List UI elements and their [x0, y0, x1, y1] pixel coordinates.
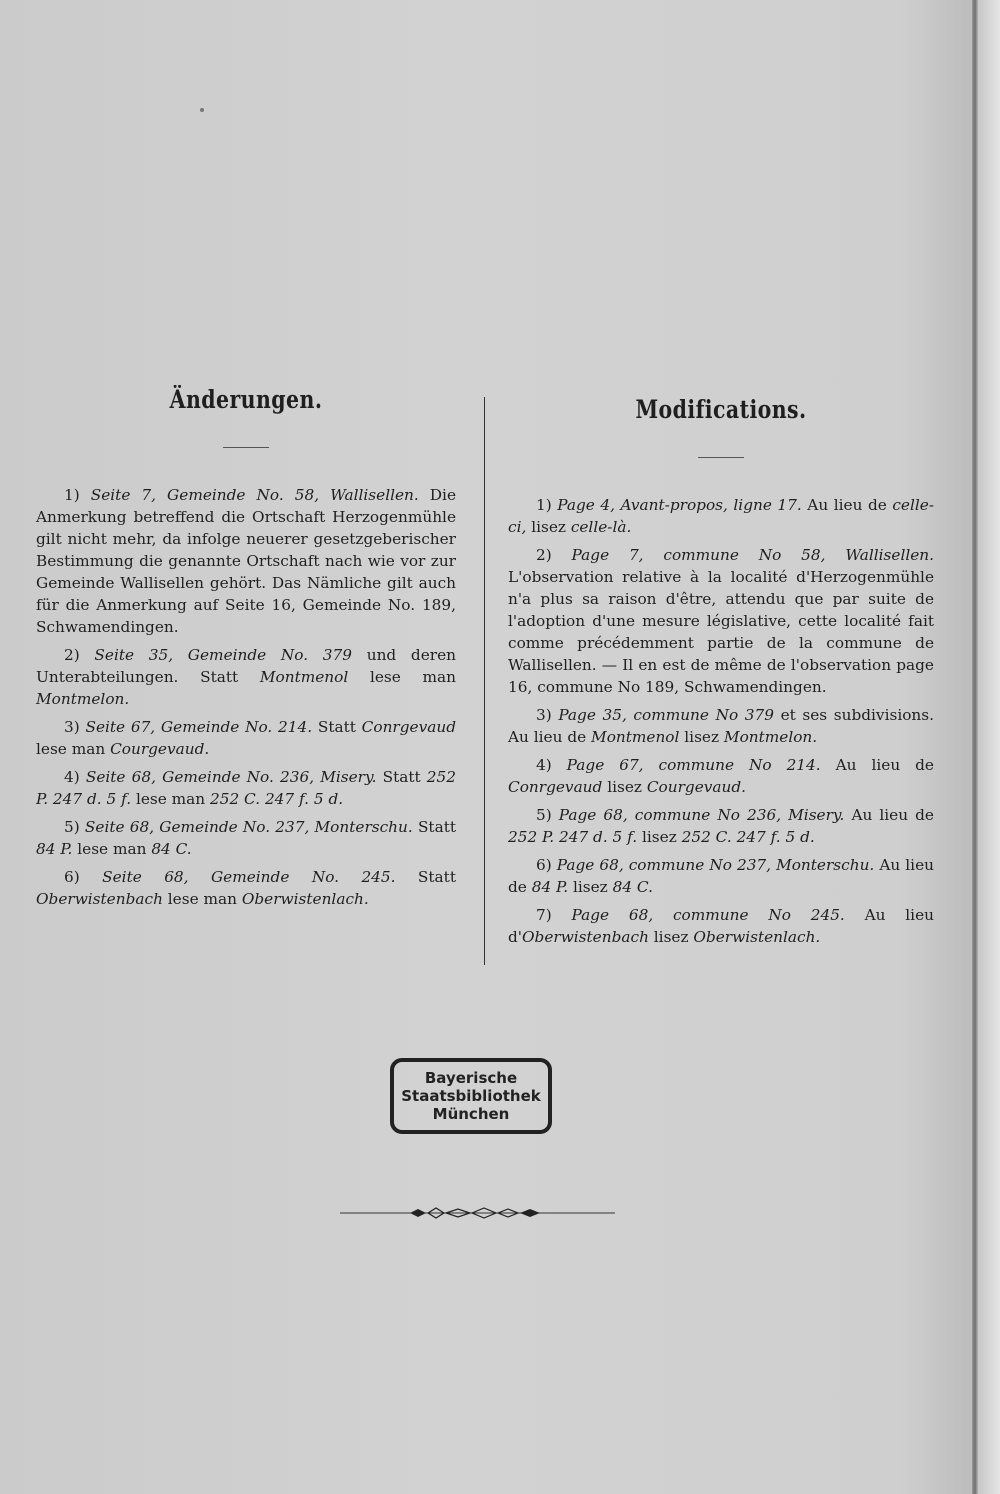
heading-aenderungen: Änderungen.	[169, 385, 323, 414]
entry-text: lese man	[72, 840, 152, 858]
erratum-entry	[508, 804, 934, 848]
italic-reference: 252 C. 247 f. 5 d.	[681, 828, 815, 846]
entry-text: lisez	[637, 828, 682, 846]
entry-text: Statt	[395, 868, 456, 886]
german-entries	[36, 484, 456, 910]
italic-reference: Seite 67, Gemeinde No. 214.	[85, 718, 313, 736]
italic-reference: Seite 35, Gemeinde No. 379	[94, 646, 353, 664]
italic-reference: Seite 68, Gemeinde No. 236, Misery.	[85, 768, 377, 786]
italic-reference: 84 C.	[151, 840, 192, 858]
page-binding-edge	[972, 0, 978, 1494]
ornament-divider	[340, 1205, 615, 1221]
german-column	[36, 385, 456, 916]
erratum-entry	[508, 494, 934, 538]
entry-text: 3)	[536, 706, 559, 724]
erratum-entry	[36, 644, 456, 710]
entry-text: 5)	[536, 806, 559, 824]
italic-reference: celle-là.	[570, 518, 632, 536]
erratum-entry	[36, 766, 456, 810]
entry-text: 6)	[536, 856, 557, 874]
stamp-line: München	[432, 1105, 510, 1123]
entry-text: lese man	[348, 668, 456, 686]
entry-text: 1)	[64, 486, 91, 504]
italic-reference: Montmenol	[259, 668, 349, 686]
library-stamp	[390, 1058, 552, 1134]
italic-reference: Seite 7, Gemeinde No. 58, Wallisellen.	[90, 486, 419, 504]
entry-text: 2)	[536, 546, 572, 564]
italic-reference: 84 P.	[36, 840, 73, 858]
heading-rule	[223, 447, 269, 448]
italic-reference: Courgevaud.	[110, 740, 210, 758]
italic-reference: Seite 68, Gemeinde No. 237, Monterschu.	[84, 818, 413, 836]
italic-reference: celle-ci,	[508, 496, 934, 536]
entry-text: lisez	[568, 878, 613, 896]
column-divider	[484, 397, 485, 965]
italic-reference: Courgevaud.	[646, 778, 747, 796]
entry-text: 1)	[536, 496, 558, 514]
stamp-line: Staatsbibliothek	[401, 1087, 541, 1105]
entry-text: lese man	[131, 790, 210, 808]
italic-reference: Montmenol	[591, 728, 680, 746]
entry-text: 6)	[64, 868, 103, 886]
italic-reference: Page 7, commune No 58, Wallisellen.	[571, 546, 934, 564]
erratum-entry	[508, 904, 934, 948]
erratum-entry	[508, 754, 934, 798]
entry-text: lese man	[36, 740, 111, 758]
entry-text: Au lieu de	[508, 856, 934, 896]
entry-text: Statt	[412, 818, 456, 836]
italic-reference: Conrgevaud	[361, 718, 456, 736]
erratum-entry	[36, 716, 456, 760]
entry-text: Au lieu de	[844, 806, 934, 824]
erratum-entry	[36, 816, 456, 860]
italic-reference: 252 P. 247 d. 5 f.	[36, 768, 456, 808]
italic-reference: Conrgevaud	[508, 778, 603, 796]
italic-reference: Montmelon.	[723, 728, 818, 746]
italic-reference: Oberwistenbach	[522, 928, 649, 946]
italic-reference: Page 35, commune No 379	[558, 706, 774, 724]
erratum-entry	[36, 484, 456, 638]
erratum-entry	[508, 544, 934, 698]
italic-reference: Montmelon.	[36, 690, 130, 708]
italic-reference: Page 68, commune No 236, Misery.	[558, 806, 845, 824]
italic-reference: Page 68, commune No 237, Monterschu.	[556, 856, 875, 874]
entry-text: 7)	[536, 906, 572, 924]
italic-reference: 252 P. 247 d. 5 f.	[508, 828, 638, 846]
entry-text: 3)	[64, 718, 86, 736]
italic-reference: Page 4, Avant-propos, ligne 17.	[557, 496, 802, 514]
entry-text: 2)	[64, 646, 95, 664]
entry-text: Au lieu de	[801, 496, 893, 514]
entry-text: 4)	[536, 756, 567, 774]
erratum-entry	[508, 854, 934, 898]
italic-reference: Oberwistenlach.	[693, 928, 821, 946]
paper-speck	[200, 108, 204, 112]
italic-reference: Oberwistenbach	[36, 890, 163, 908]
entry-text: 4)	[64, 768, 86, 786]
entry-text: lisez	[602, 778, 647, 796]
erratum-entry	[508, 704, 934, 748]
heading-modifications: Modifications.	[635, 395, 807, 424]
entry-text: L'observation relative à la localité d'Herzogenmühle n'a plus sa raison d'être, attendu que par suite de l'adoption d'une mesure législative, cette localité fait comme précédemment partie de la commune de Wallisellen. — Il en est de même de l'observation page 16, commune No 189, Schwamendingen.	[508, 568, 934, 696]
entry-text: 5)	[64, 818, 85, 836]
entry-text: lisez	[679, 728, 724, 746]
entry-text: lisez	[526, 518, 571, 536]
entry-text: Au lieu de	[820, 756, 934, 774]
entry-text: Statt	[376, 768, 427, 786]
italic-reference: Oberwistenlach.	[241, 890, 369, 908]
italic-reference: 252 C. 247 f. 5 d.	[210, 790, 344, 808]
heading-rule	[698, 457, 744, 458]
italic-reference: 84 C.	[612, 878, 653, 896]
italic-reference: Page 67, commune No 214.	[566, 756, 821, 774]
entry-text: Au lieu d'	[508, 906, 934, 946]
french-entries	[508, 494, 934, 948]
stamp-line: Bayerische	[424, 1069, 518, 1087]
entry-text: lisez	[648, 928, 694, 946]
entry-text: Die Anmerkung betreffend die Ortschaft Herzogenmühle gilt nicht mehr, da infolge neuerer gesetzgeberischer Bestimmung die genannte Ortschaft nach wie vor zur Gemeinde Wallisellen gehört. Das Nämliche gilt auch für die Anmerkung auf Seite 16, Gemeinde No. 189, Schwamendingen.	[36, 486, 456, 636]
italic-reference: 84 P.	[531, 878, 569, 896]
entry-text: Statt	[312, 718, 362, 736]
italic-reference: Seite 68, Gemeinde No. 245.	[102, 868, 396, 886]
entry-text: et ses subdivisions. Au lieu de	[508, 706, 934, 746]
italic-reference: Page 68, commune No 245.	[571, 906, 845, 924]
french-column	[508, 395, 934, 954]
erratum-entry	[36, 866, 456, 910]
entry-text: und deren Unterabteilungen. Statt	[36, 646, 456, 686]
entry-text: lese man	[162, 890, 242, 908]
